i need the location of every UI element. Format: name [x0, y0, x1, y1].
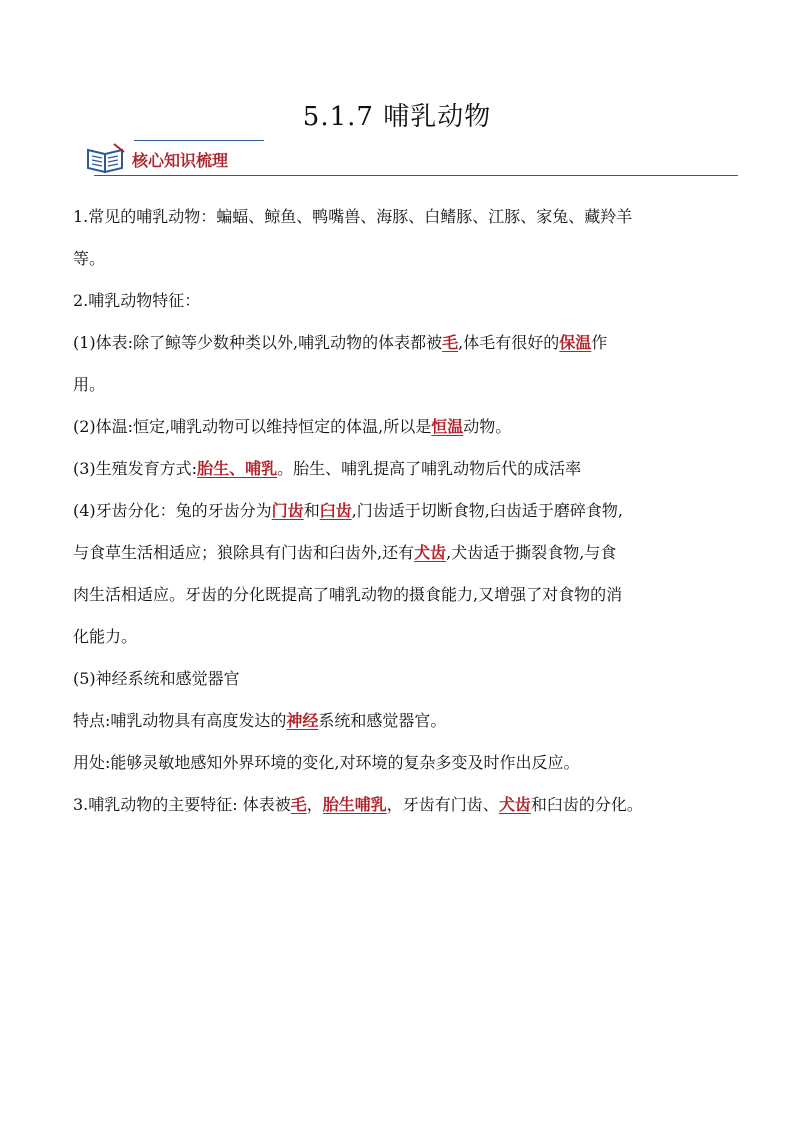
key-term: 保温: [559, 333, 592, 352]
text-line: [73, 322, 733, 364]
key-term: 神经: [286, 711, 319, 730]
text-run: 和: [303, 501, 320, 520]
text-line: [73, 616, 733, 658]
text-run: 等。: [73, 249, 106, 268]
header-top-rule: [134, 140, 264, 141]
text-run: 化能力。: [73, 627, 138, 646]
text-line: [73, 490, 733, 532]
text-run: (2)体温:恒定,哺乳动物可以维持恒定的体温,所以是: [73, 417, 432, 436]
text-run: ，: [306, 795, 323, 814]
key-term: 门齿: [271, 501, 304, 520]
key-term: 犬齿: [498, 795, 531, 814]
text-run: 和臼齿的分化。: [530, 795, 643, 814]
text-line: [73, 700, 733, 742]
text-line: [73, 532, 733, 574]
text-line: [73, 448, 733, 490]
text-run: 作: [591, 333, 608, 352]
text-run: (3)生殖发育方式:: [73, 459, 198, 478]
key-term: 恒温: [431, 417, 464, 436]
text-run: 动物。: [463, 417, 512, 436]
key-term: 胎生哺乳: [322, 795, 387, 814]
text-run: 特点:哺乳动物具有高度发达的: [73, 711, 287, 730]
text-run: 。胎生、哺乳提高了哺乳动物后代的成活率: [277, 459, 582, 478]
text-line: [73, 280, 733, 322]
text-run: 用处:能够灵敏地感知外界环境的变化,对环境的复杂多变及时作出反应。: [73, 753, 580, 772]
text-line: [73, 742, 733, 784]
open-book-icon: [84, 142, 128, 176]
text-run: 用。: [73, 375, 106, 394]
text-line: [73, 784, 733, 826]
text-run: ,犬齿适于撕裂食物,与食: [446, 543, 617, 562]
text-run: (4)牙齿分化：兔的牙齿分为: [73, 501, 272, 520]
key-term: 毛: [442, 333, 459, 352]
key-term: 犬齿: [414, 543, 447, 562]
key-term: 臼齿: [319, 501, 352, 520]
key-term: 胎生、哺乳: [197, 459, 278, 478]
text-line: [73, 574, 733, 616]
text-run: ，牙齿有门齿、: [386, 795, 499, 814]
text-run: 3.哺乳动物的主要特征: 体表被: [73, 795, 291, 814]
page-title: 5.1.7 哺乳动物: [302, 102, 492, 132]
text-line: [73, 238, 733, 280]
text-line: [73, 658, 733, 700]
text-run: (1)体表:除了鲸等少数种类以外,哺乳动物的体表都被: [73, 333, 443, 352]
text-run: ,门齿适于切断食物,臼齿适于磨碎食物,: [351, 501, 623, 520]
text-run: (5)神经系统和感觉器官: [73, 669, 240, 688]
key-term: 毛: [290, 795, 307, 814]
content-body: [73, 196, 733, 826]
text-run: 与食草生活相适应；狼除具有门齿和臼齿外,还有: [73, 543, 415, 562]
text-run: ,体毛有很好的: [458, 333, 560, 352]
header-bottom-rule: [94, 175, 738, 176]
text-line: [73, 364, 733, 406]
text-line: [73, 406, 733, 448]
text-run: 2.哺乳动物特征：: [73, 291, 201, 310]
text-run: 肉生活相适应。牙齿的分化既提高了哺乳动物的摄食能力,又增强了对食物的消: [73, 585, 623, 604]
section-label: 核心知识梳理: [132, 151, 229, 170]
section-header: [84, 138, 738, 180]
text-run: 1.常见的哺乳动物：蝙蝠、鲸鱼、鸭嘴兽、海豚、白鳍豚、江豚、家兔、藏羚羊: [73, 207, 633, 226]
text-run: 系统和感觉器官。: [318, 711, 447, 730]
text-line: [73, 196, 733, 238]
